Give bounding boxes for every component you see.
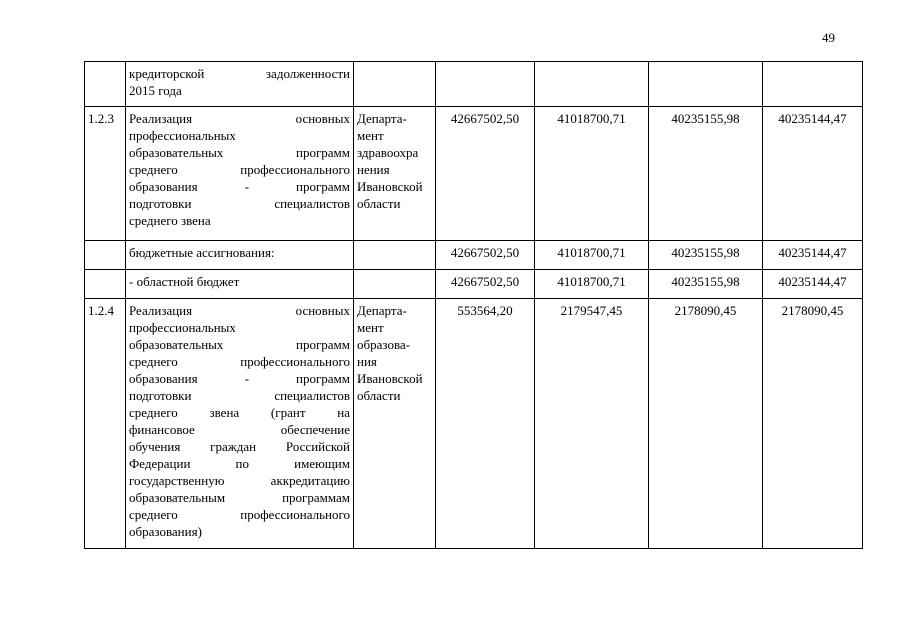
executor-line: мент <box>357 128 384 143</box>
value-cell: 40235144,47 <box>763 107 863 241</box>
executor-line: Департа- <box>357 111 407 126</box>
row-name <box>126 107 354 241</box>
executor-line: области <box>357 196 401 211</box>
table-row <box>85 62 863 107</box>
row-number: 1.2.4 <box>85 299 126 549</box>
value-cell <box>535 62 649 107</box>
value-cell: 40235144,47 <box>763 270 863 299</box>
table-row <box>85 241 863 270</box>
value-cell: 2178090,45 <box>649 299 763 549</box>
table-row <box>85 107 863 241</box>
name-line: Реализация основных <box>129 111 350 126</box>
page-number: 49 <box>822 30 835 45</box>
row-number <box>85 270 126 299</box>
value-cell: 41018700,71 <box>535 270 649 299</box>
row-name <box>126 299 354 549</box>
name-line: бюджетные ассигнования: <box>129 245 275 260</box>
name-line: среднего профессионального <box>129 507 350 522</box>
row-number <box>85 62 126 107</box>
table-body <box>85 62 863 549</box>
value-cell: 40235144,47 <box>763 241 863 270</box>
name-line: образования - программ <box>129 179 350 194</box>
executor-line: Департа- <box>357 303 407 318</box>
budget-table <box>84 61 863 549</box>
value-cell: 40235155,98 <box>649 241 763 270</box>
value-cell <box>436 62 535 107</box>
row-name <box>126 241 354 270</box>
value-cell: 42667502,50 <box>436 241 535 270</box>
value-cell: 40235155,98 <box>649 270 763 299</box>
row-number: 1.2.3 <box>85 107 126 241</box>
value-cell: 42667502,50 <box>436 270 535 299</box>
executor-line: здравоохра <box>357 145 419 160</box>
value-cell: 2178090,45 <box>763 299 863 549</box>
value-cell <box>649 62 763 107</box>
table-row <box>85 270 863 299</box>
row-number <box>85 241 126 270</box>
name-line: образовательным программам <box>129 490 350 505</box>
name-line: среднего профессионального <box>129 162 350 177</box>
name-line: 2015 года <box>129 83 182 98</box>
value-cell: 553564,20 <box>436 299 535 549</box>
name-line: образования) <box>129 524 202 539</box>
name-line: образования - программ <box>129 371 350 386</box>
name-line: профессиональных <box>129 128 236 143</box>
executor-line: нения <box>357 162 390 177</box>
name-line: обучения граждан Российской <box>129 439 350 454</box>
executor-line: Ивановской <box>357 371 423 386</box>
name-line: профессиональных <box>129 320 236 335</box>
name-line: Федерации по имеющим <box>129 456 350 471</box>
executor-line: ния <box>357 354 377 369</box>
name-line: среднего звена (грант на <box>129 405 350 420</box>
row-executor <box>354 107 436 241</box>
name-line: - областной бюджет <box>129 274 240 289</box>
name-line: среднего профессионального <box>129 354 350 369</box>
row-executor <box>354 62 436 107</box>
value-cell: 41018700,71 <box>535 107 649 241</box>
name-line: образовательных программ <box>129 145 350 160</box>
value-cell <box>763 62 863 107</box>
name-line: кредиторской задолженности <box>129 66 350 81</box>
executor-line: мент <box>357 320 384 335</box>
table-row <box>85 299 863 549</box>
name-line: Реализация основных <box>129 303 350 318</box>
executor-line: области <box>357 388 401 403</box>
executor-line: Ивановской <box>357 179 423 194</box>
value-cell: 41018700,71 <box>535 241 649 270</box>
row-executor <box>354 241 436 270</box>
name-line: среднего звена <box>129 213 211 228</box>
row-name <box>126 270 354 299</box>
name-line: финансовое обеспечение <box>129 422 350 437</box>
name-line: подготовки специалистов <box>129 196 350 211</box>
row-name <box>126 62 354 107</box>
name-line: образовательных программ <box>129 337 350 352</box>
executor-line: образова- <box>357 337 411 352</box>
value-cell: 40235155,98 <box>649 107 763 241</box>
value-cell: 2179547,45 <box>535 299 649 549</box>
name-line: подготовки специалистов <box>129 388 350 403</box>
value-cell: 42667502,50 <box>436 107 535 241</box>
row-executor <box>354 270 436 299</box>
row-executor <box>354 299 436 549</box>
name-line: государственную аккредитацию <box>129 473 350 488</box>
